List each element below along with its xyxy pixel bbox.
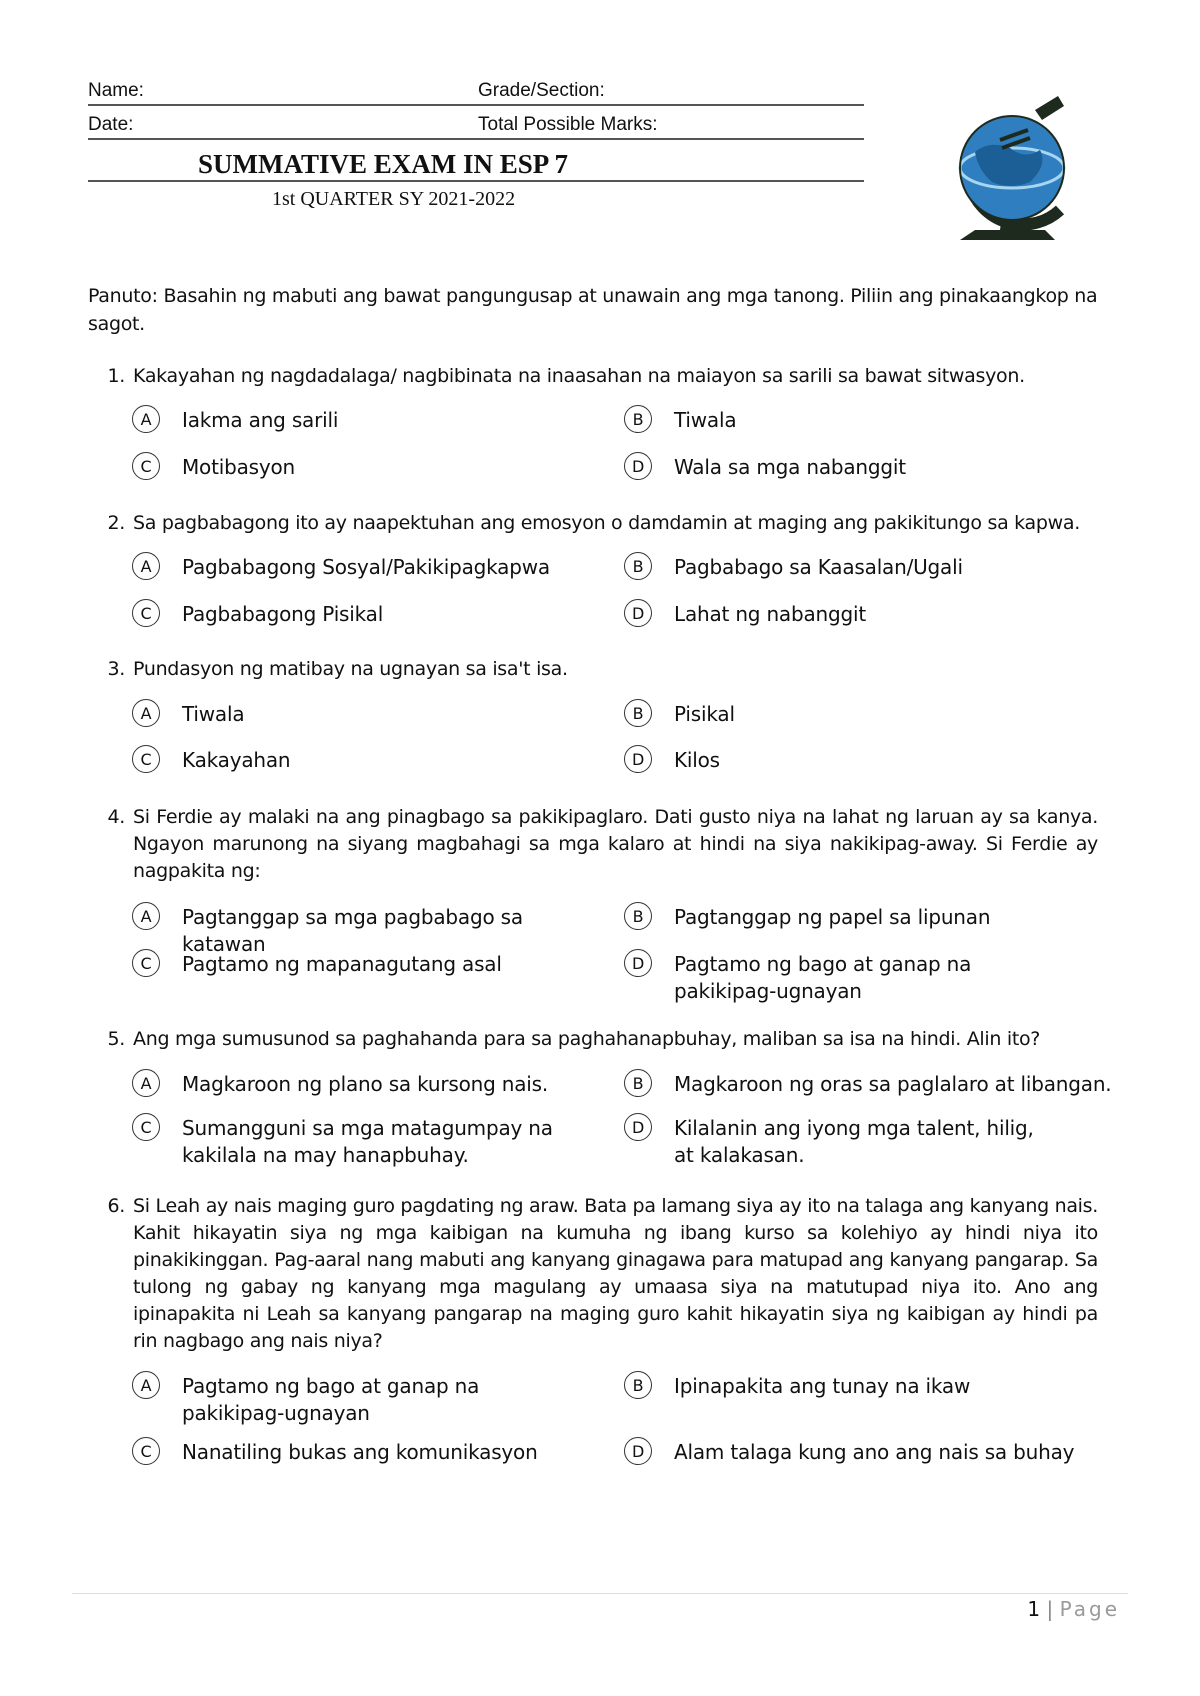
option-bubble: D [624, 745, 652, 773]
q5-option-a[interactable] [132, 1071, 602, 1098]
q2-option-b[interactable] [624, 554, 1124, 581]
date-label: Date: [88, 114, 134, 135]
option-text: Magkaroon ng plano sa kursong nais. [182, 1072, 549, 1096]
option-text: Tiwala [674, 408, 737, 432]
q1-option-b[interactable] [624, 407, 1124, 434]
q2-option-d[interactable] [624, 601, 1124, 628]
q4-option-d[interactable] [624, 951, 1044, 1005]
date-marks-row [88, 110, 864, 140]
q1-option-c[interactable] [132, 454, 602, 481]
option-text: Pagbabagong Sosyal/Pakikipagkapwa [182, 555, 550, 579]
q4-option-b[interactable] [624, 904, 1124, 931]
question-text: Ang mga sumusunod sa paghahanda para sa paghahanapbuhay, maliban sa isa na hindi. Alin ito? [133, 1028, 1041, 1050]
option-text: Magkaroon ng oras sa paglalaro at libangan. [674, 1072, 1112, 1096]
option-text: Pagtanggap sa mga pagbabago sa katawan [182, 905, 523, 956]
option-bubble: B [624, 1069, 652, 1097]
option-bubble: D [624, 599, 652, 627]
option-text: Motibasyon [182, 455, 296, 479]
q3-option-a[interactable] [132, 701, 602, 728]
question-6 [88, 1193, 1098, 1355]
option-text: Nanatiling bukas ang komunikasyon [182, 1440, 538, 1464]
question-number: 1. [107, 365, 125, 387]
q3-option-b[interactable] [624, 701, 1124, 728]
footer-divider [72, 1593, 1128, 1594]
option-text: Alam talaga kung ano ang nais sa buhay [674, 1440, 1075, 1464]
grade-section-label: Grade/Section: [478, 80, 605, 101]
option-bubble: D [624, 949, 652, 977]
option-bubble: C [132, 949, 160, 977]
option-bubble: B [624, 1371, 652, 1399]
question-text: Si Ferdie ay malaki na ang pinagbago sa pakikipaglaro. Dati gusto niya na lahat ng laruan ay sa kanya. Ngayon marunong na siyang magbahagi sa mga kalaro at hindi na siya nakikipag-away. Si Ferdie ay nagpakita ng: [133, 806, 1098, 882]
option-bubble: B [624, 699, 652, 727]
option-text: Kakayahan [182, 748, 291, 772]
option-bubble: B [624, 902, 652, 930]
question-4 [88, 804, 1098, 885]
question-2 [88, 510, 1098, 537]
option-text: Pisikal [674, 702, 735, 726]
q6-option-b[interactable] [624, 1373, 1124, 1400]
option-text: Pagbabagong Pisikal [182, 602, 384, 626]
option-text: Pagtamo ng mapanagutang asal [182, 952, 502, 976]
question-number: 6. [107, 1195, 125, 1217]
option-text: Iakma ang sarili [182, 408, 339, 432]
q1-option-d[interactable] [624, 454, 1124, 481]
option-bubble: C [132, 745, 160, 773]
page-footer [1027, 1597, 1120, 1621]
name-label: Name: [88, 80, 144, 101]
question-number: 2. [107, 512, 125, 534]
q6-option-c[interactable] [132, 1439, 602, 1466]
title-row [88, 148, 864, 182]
exam-title: SUMMATIVE EXAM IN ESP 7 [198, 149, 569, 179]
question-text: Kakayahan ng nagdadalaga/ nagbibinata na inaasahan na maiayon sa sarili sa bawat sitwasyon. [133, 365, 1025, 387]
question-number: 5. [107, 1028, 125, 1050]
option-text: Tiwala [182, 702, 245, 726]
option-bubble: D [624, 1437, 652, 1465]
option-bubble: A [132, 1069, 160, 1097]
q5-option-d[interactable] [624, 1115, 1044, 1169]
q2-option-c[interactable] [132, 601, 602, 628]
question-5 [88, 1026, 1098, 1053]
option-bubble: B [624, 405, 652, 433]
question-number: 4. [107, 806, 125, 828]
q4-option-a[interactable] [132, 904, 602, 958]
option-text: Kilos [674, 748, 720, 772]
option-bubble: A [132, 902, 160, 930]
option-text: Pagtamo ng bago at ganap na pakikipag-ugnayan [674, 952, 972, 1003]
q6-option-d[interactable] [624, 1439, 1124, 1466]
option-text: Lahat ng nabanggit [674, 602, 867, 626]
option-text: Pagtamo ng bago at ganap na pakikipag-ugnayan [182, 1374, 480, 1425]
q3-option-d[interactable] [624, 747, 1124, 774]
q4-option-c[interactable] [132, 951, 602, 978]
q3-option-c[interactable] [132, 747, 602, 774]
option-text: Sumangguni sa mga matagumpay na kakilala na may hanapbuhay. [182, 1116, 553, 1167]
question-3 [88, 656, 1098, 683]
option-text: Wala sa mga nabanggit [674, 455, 906, 479]
question-text: Sa pagbabagong ito ay naapektuhan ang emosyon o damdamin at maging ang pakikitungo sa kapwa. [133, 512, 1080, 534]
page-separator: | [1046, 1597, 1054, 1621]
option-bubble: C [132, 599, 160, 627]
option-text: Kilalanin ang iyong mga talent, hilig, at kalakasan. [674, 1116, 1034, 1167]
name-grade-row [88, 76, 864, 106]
option-bubble: A [132, 552, 160, 580]
q2-option-a[interactable] [132, 554, 602, 581]
option-bubble: A [132, 405, 160, 433]
question-text: Pundasyon ng matibay na ugnayan sa isa't isa. [133, 658, 568, 680]
option-bubble: C [132, 452, 160, 480]
page-number: 1 [1027, 1597, 1041, 1621]
option-bubble: B [624, 552, 652, 580]
school-logo-icon [930, 90, 1090, 255]
q5-option-c[interactable] [132, 1115, 602, 1169]
option-bubble: C [132, 1437, 160, 1465]
page-label: Page [1059, 1597, 1120, 1621]
question-text: Si Leah ay nais maging guro pagdating ng araw. Bata pa lamang siya ay ito na talaga ang kanyang nais. Kahit hikayatin siya ng mga kaibigan na kumuha ng ibang kurso sa kolehiyo ay hindi niya ito pinakikinggan. Pag-aaral nang mabuti ang kanyang ginagawa para matupad ang kanyang pangarap. Sa tulong ng gabay ng kanyang mga magulang ay umaasa siya na matutupad niya ito. Ano ang ipinapakita ni Leah sa kanyang pangarap na maging guro kahit hikayatin siya ng kaibigan ay hindi pa rin nagbago ang nais niya? [133, 1195, 1098, 1352]
q6-option-a[interactable] [132, 1373, 572, 1427]
option-text: Pagtanggap ng papel sa lipunan [674, 905, 991, 929]
option-bubble: C [132, 1113, 160, 1141]
option-bubble: D [624, 1113, 652, 1141]
instructions: Panuto: Basahin ng mabuti ang bawat pangungusap at unawain ang mga tanong. Piliin ang pinakaangkop na sagot. [88, 285, 1098, 335]
question-1 [88, 363, 1098, 390]
exam-subtitle: 1st QUARTER SY 2021-2022 [272, 188, 516, 210]
option-text: Ipinapakita ang tunay na ikaw [674, 1374, 971, 1398]
option-bubble: D [624, 452, 652, 480]
option-text: Pagbabago sa Kaasalan/Ugali [674, 555, 963, 579]
option-bubble: A [132, 1371, 160, 1399]
q5-option-b[interactable] [624, 1071, 1124, 1098]
q1-option-a[interactable] [132, 407, 602, 434]
option-bubble: A [132, 699, 160, 727]
question-number: 3. [107, 658, 125, 680]
total-marks-label: Total Possible Marks: [478, 114, 658, 135]
